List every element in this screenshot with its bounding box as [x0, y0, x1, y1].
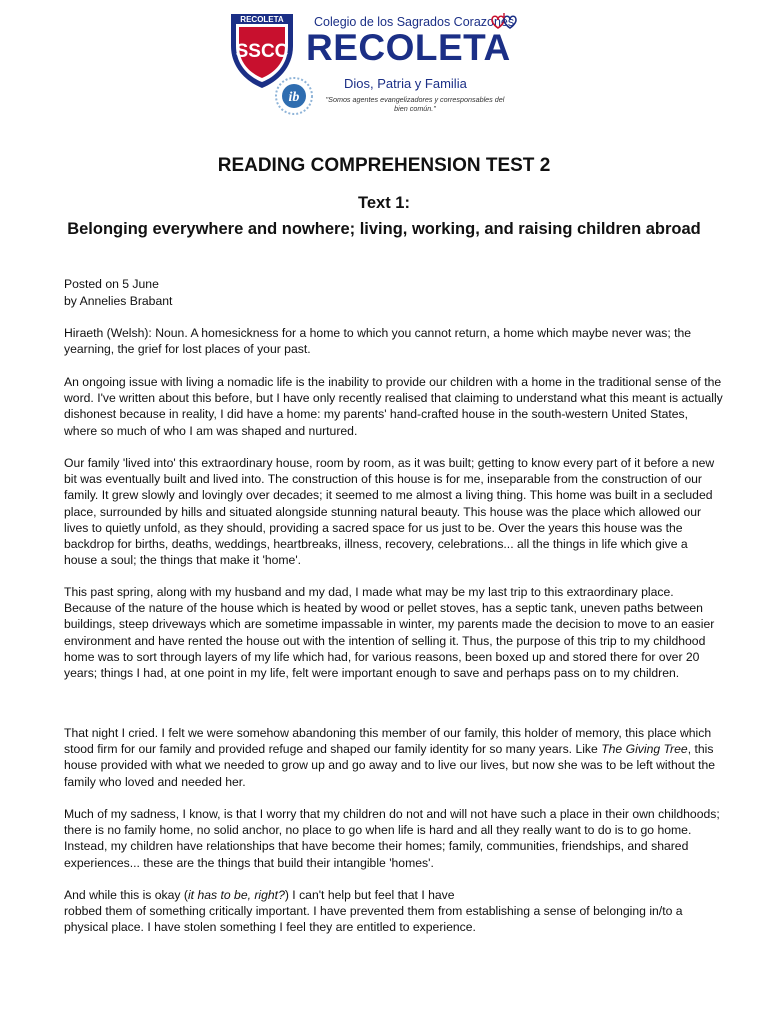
paragraph-1: Hiraeth (Welsh): Noun. A homesickness for a home to which you cannot return, a home which maybe never was; the yearning, the grief for lost places of your past.: [64, 326, 692, 357]
paragraph-2: An ongoing issue with living a nomadic life is the inability to provide our children with a home in the traditional sense of the word. I've written about this before, but I have only recently realised that claiming to understand what this meant is actually dishonest because in reality, I did have a home: my parents' hand-crafted house in the south-western United States, where so much of who I am was shaped and nurtured.: [64, 375, 723, 438]
paragraph-5-text-start: That night I cried. I felt we were somehow abandoning this member of our family, this holder of memory, this place which stood firm for our family and provided refuge and shaped our family identity for so many years. Like: [64, 726, 712, 757]
text-number-label: Text 1:: [358, 194, 410, 212]
school-motto: Dios, Patria y Familia: [344, 76, 467, 91]
aside-italic: it has to be, right?: [187, 888, 285, 902]
paragraph-6: Much of my sadness, I know, is that I worry that my children do not and will not have such a place in their own childhoods; there is no family home, no solid anchor, no place to go when life is hard and all they really want to do is to go home. Instead, my children have relationships that have become their homes; family, communities, friendships, and shared experiences... these are the things that build their intangible 'homes'.: [64, 807, 720, 870]
post-meta: [64, 276, 172, 309]
school-name: Colegio de los Sagrados Corazones: [314, 15, 515, 29]
paragraph-7-line-2: robbed them of something critically important. I have prevented them from establishing a sense of belonging in/to a physical place. I have stolen something I feel they are entitled to experience.: [64, 904, 683, 935]
post-date: Posted on 5 June: [64, 277, 159, 291]
school-slogan: "Somos agentes evangelizadores y corresponsables del bien común.": [325, 95, 505, 113]
paragraph-3: Our family 'lived into' this extraordinary house, room by room, as it was built; getting to know every part of it before a new bit was eventually built and lived into. The construction of this house is for me, inseparable from the construction of our family. It grew slowly and lovingly over decades; it seemed to me almost a living thing. This home was built in a secluded place, surrounded by hills and situated alongside stunning natural beauty. This house was the place which allowed our lives to quietly unfold, as they should, providing a sacred space for us just to be. Over the years this house was the backdrop for births, deaths, weddings, heartbreaks, illness, recovery, celebrations... all the things in life which give a house a soul; the things that make it 'home'.: [64, 456, 715, 568]
shield-letters: SSCC: [235, 41, 289, 62]
article-subtitle: Belonging everywhere and nowhere; living, working, and raising children abroad: [67, 220, 701, 238]
shield-banner-text: RECOLETA: [240, 15, 284, 24]
test-title: READING COMPREHENSION TEST 2: [217, 155, 551, 176]
brand-name: RECOLETA: [306, 27, 511, 68]
paragraph-5-text-end: , this house provided with what we needed to grow up and go away and to live our lives, but now she was to be left without the family who loved and needed her.: [64, 742, 716, 789]
paragraph-7-text-start: And while this is okay (: [64, 888, 188, 902]
paragraph-7: [64, 887, 724, 936]
ib-logo-icon: [274, 76, 314, 116]
paragraph-5: [64, 725, 724, 790]
book-title-italic: The Giving Tree: [601, 742, 688, 757]
school-header: [0, 0, 768, 120]
paragraph-7-line-1-end: ) I can't help but feel that I have: [284, 888, 455, 902]
ib-mark-text: ib: [288, 90, 300, 105]
paragraph-4: This past spring, along with my husband and my dad, I made what may be my last trip to this extraordinary place. Because of the nature of the house which is heated by wood or pellet stoves, has a septic tank, uneven paths between buildings, steep driveways which are sometime impassable in winter, my parents made the decision to move to an easier environment and have rented the house out with the intention of selling it. Thus, the purpose of this trip to my childhood home was to sort through layers of my life which had, for various reasons, been boxed up and stored there for over 20 years; things I had, at one point in my life, felt were important enough to save and perhaps pass on to my children.: [64, 585, 715, 681]
post-author: by Annelies Brabant: [64, 293, 173, 308]
